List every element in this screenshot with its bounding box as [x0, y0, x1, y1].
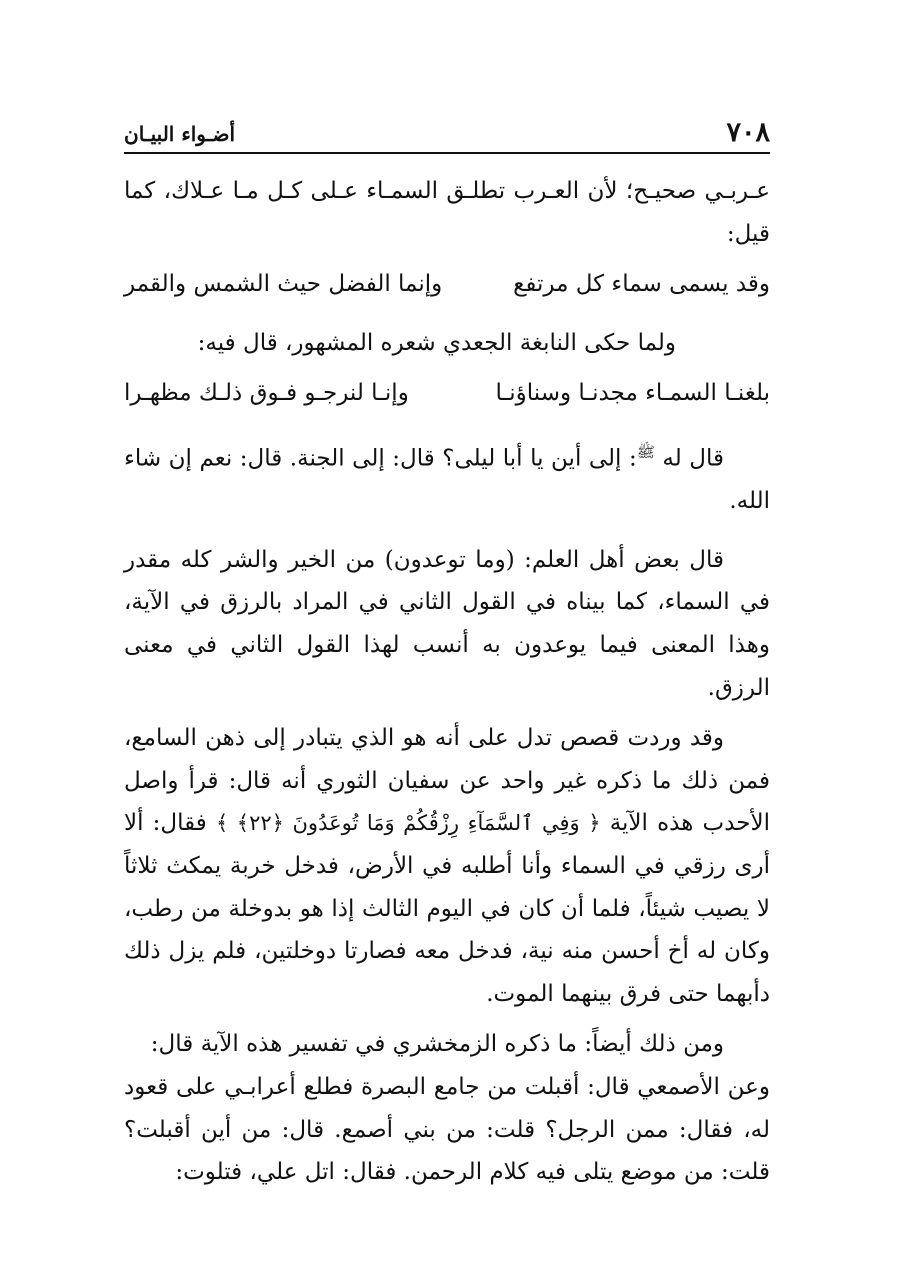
- paragraph-1: عـربـي صحيـح؛ لأن العـرب تطلـق السمـاء عـلى كـل مـا عـلاك، كما قيل:: [124, 178, 770, 247]
- paragraph-7: وعن الأصمعي قال: أقبلت من جامع البصرة فطلع أعرابـي على قعود له، فقال: ممن الرجل؟ قلت: من بني أصمع. قال: من أين أقبلت؟ قلت: من موضع يتلى فيه كلام الرحمن. فقال: اتل علي، فتلوت:: [124, 1073, 770, 1186]
- verse-2-second-hemistich: وإنـا لنرجـو فـوق ذلـك مظهـرا: [124, 380, 409, 407]
- verse-2: [124, 372, 770, 415]
- page-number: ٧٠٨: [726, 117, 770, 148]
- paragraph-6: ومن ذلك أيضاً: ما ذكره الزمخشري في تفسير هذه الآية قال:: [150, 1031, 724, 1058]
- book-title: أضـواء البيـان: [124, 122, 236, 146]
- verse-2-first-hemistich: بلغنـا السمـاء مجدنـا وسناؤنـا: [495, 380, 770, 407]
- verse-1: [124, 263, 770, 306]
- quran-verse: ﴿ وَفِي ٱلسَّمَآءِ رِزْقُكُمْ وَمَا تُوعَدُونَ ﴿٢٢﴾ ﴾: [215, 811, 601, 836]
- salawat-symbol: ﷺ: [636, 442, 655, 461]
- paragraph-5-end: فقال: ألا أرى رزقي في السماء وأنا أطلبه في الأرض، فدخل خربة يمكث ثلاثاً لا يصيب شيئاً، فلما أن كان في اليوم الثالث إذا هو بدوخلة من رطب، وكان له أخ أحسن منه نية، فدخل معه فصارتا دوخلتين، فلم يزل ذلك دأبهما حتى فرق بينهما الموت.: [124, 810, 770, 1007]
- paragraph-5-start: وقد وردت قصص تدل على أنه هو الذي يتبادر إلى ذهن السامع، فمن ذلك ما ذكره غير واحد عن سفيان الثوري أنه قال: قرأ واصل الأحدب هذه الآية: [124, 725, 770, 837]
- paragraph-3-end: : إلى أين يا أبا ليلى؟ قال: إلى الجنة. قال: نعم إن شاء الله.: [124, 445, 770, 515]
- paragraph-4: قال بعض أهل العلم: (وما توعدون) من الخير والشر كله مقدر في السماء، كما بيناه في القول الثاني في المراد بالرزق في الآية، وهذا المعنى فيما يوعدون به أنسب لهذا القول الثاني في معنى الرزق.: [124, 546, 770, 701]
- verse-1-second-hemistich: وإنما الفضل حيث الشمس والقمر: [124, 271, 443, 298]
- page-header: [124, 118, 770, 154]
- paragraph-2: ولما حكى النابغة الجعدي شعره المشهور، قال فيه:: [197, 329, 676, 356]
- paragraph-5: [124, 717, 770, 1015]
- paragraph-3: [124, 431, 770, 523]
- paragraph-3-start: قال له: [662, 445, 724, 472]
- page-body: [124, 170, 770, 1194]
- verse-1-first-hemistich: وقد يسمى سماء كل مرتفع: [513, 271, 770, 298]
